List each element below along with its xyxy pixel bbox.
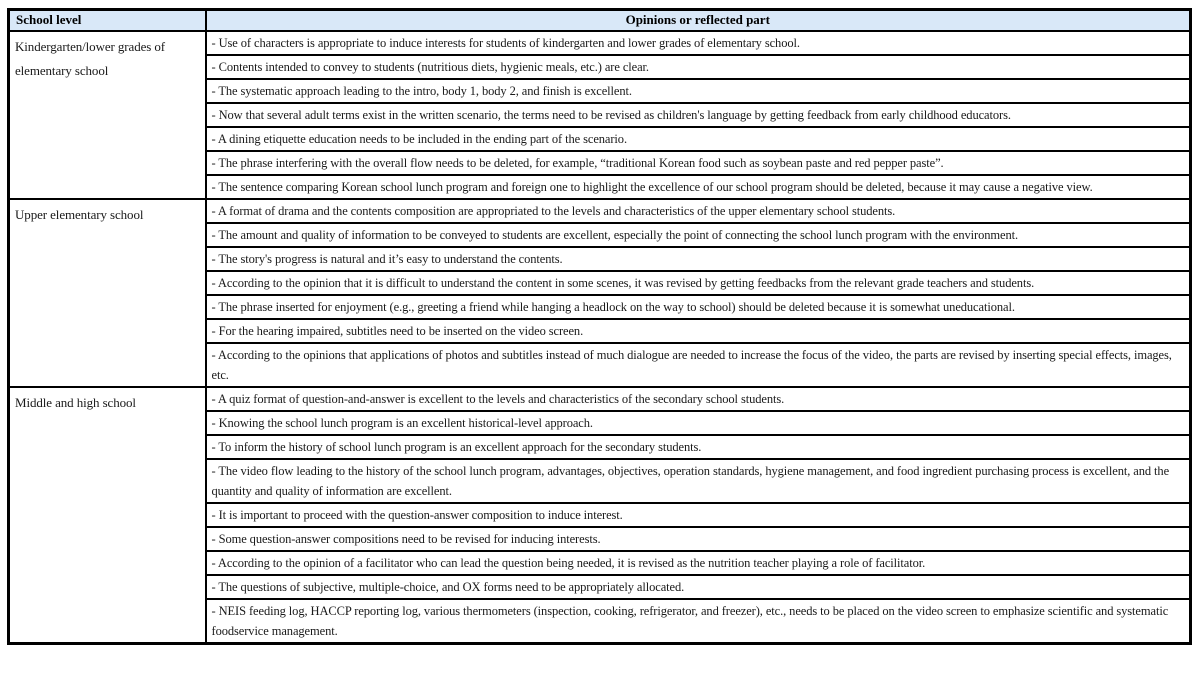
- opinion-cell: - The systematic approach leading to the intro, body 1, body 2, and finish is excellent.: [206, 79, 1191, 103]
- header-cell-opinions: Opinions or reflected part: [206, 10, 1191, 31]
- opinion-cell: - To inform the history of school lunch program is an excellent approach for the secondary students.: [206, 435, 1191, 459]
- table-row: [9, 31, 1191, 55]
- opinion-cell: - Now that several adult terms exist in the written scenario, the terms need to be revised as children's language by getting feedback from early childhood educators.: [206, 103, 1191, 127]
- table-body: [9, 31, 1191, 644]
- header-cell-school-level: School level: [9, 10, 206, 31]
- table-header: [9, 10, 1191, 31]
- table-row: [9, 387, 1191, 411]
- school-level-cell: Middle and high school: [9, 387, 206, 644]
- table-row: [9, 199, 1191, 223]
- opinion-cell: - A quiz format of question-and-answer is excellent to the levels and characteristics of the secondary school students.: [206, 387, 1191, 411]
- opinion-cell: - According to the opinion that it is difficult to understand the content in some scenes, it was revised by getting feedbacks from the relevant grade teachers and students.: [206, 271, 1191, 295]
- opinion-cell: - NEIS feeding log, HACCP reporting log, various thermometers (inspection, cooking, refrigerator, and freezer), etc., needs to be placed on the video screen to emphasize scientific and systematic foodservice management.: [206, 599, 1191, 644]
- opinion-cell: - For the hearing impaired, subtitles need to be inserted on the video screen.: [206, 319, 1191, 343]
- opinion-cell: - Some question-answer compositions need to be revised for inducing interests.: [206, 527, 1191, 551]
- opinion-cell: - Contents intended to convey to students (nutritious diets, hygienic meals, etc.) are clear.: [206, 55, 1191, 79]
- opinion-cell: - A dining etiquette education needs to be included in the ending part of the scenario.: [206, 127, 1191, 151]
- opinion-cell: - According to the opinions that applications of photos and subtitles instead of much dialogue are needed to increase the focus of the video, the parts are revised by inserting special effects, images, etc.: [206, 343, 1191, 387]
- opinion-cell: - The phrase interfering with the overall flow needs to be deleted, for example, “traditional Korean food such as soybean paste and red pepper paste”.: [206, 151, 1191, 175]
- opinion-cell: - The sentence comparing Korean school lunch program and foreign one to highlight the excellence of our school program should be deleted, because it may cause a negative view.: [206, 175, 1191, 199]
- opinion-cell: - The amount and quality of information to be conveyed to students are excellent, especially the point of connecting the school lunch program with the environment.: [206, 223, 1191, 247]
- opinion-cell: - Use of characters is appropriate to induce interests for students of kindergarten and lower grades of elementary school.: [206, 31, 1191, 55]
- school-level-cell: Kindergarten/lower grades of elementary school: [9, 31, 206, 199]
- opinion-cell: - A format of drama and the contents composition are appropriated to the levels and characteristics of the upper elementary school students.: [206, 199, 1191, 223]
- opinion-cell: - It is important to proceed with the question-answer composition to induce interest.: [206, 503, 1191, 527]
- opinion-cell: - The phrase inserted for enjoyment (e.g., greeting a friend while hanging a headlock on the way to school) should be deleted because it is somewhat uneducational.: [206, 295, 1191, 319]
- opinion-cell: - Knowing the school lunch program is an excellent historical-level approach.: [206, 411, 1191, 435]
- school-level-cell: Upper elementary school: [9, 199, 206, 387]
- opinions-table: [7, 8, 1192, 645]
- opinion-cell: - The video flow leading to the history of the school lunch program, advantages, objectives, operation standards, hygiene management, and food ingredient purchasing process is excellent, and the quantity and quality of information are excellent.: [206, 459, 1191, 503]
- opinion-cell: - The questions of subjective, multiple-choice, and OX forms need to be appropriately allocated.: [206, 575, 1191, 599]
- opinion-cell: - According to the opinion of a facilitator who can lead the question being needed, it is revised as the nutrition teacher playing a role of facilitator.: [206, 551, 1191, 575]
- header-row: [9, 10, 1191, 31]
- opinion-cell: - The story's progress is natural and it’s easy to understand the contents.: [206, 247, 1191, 271]
